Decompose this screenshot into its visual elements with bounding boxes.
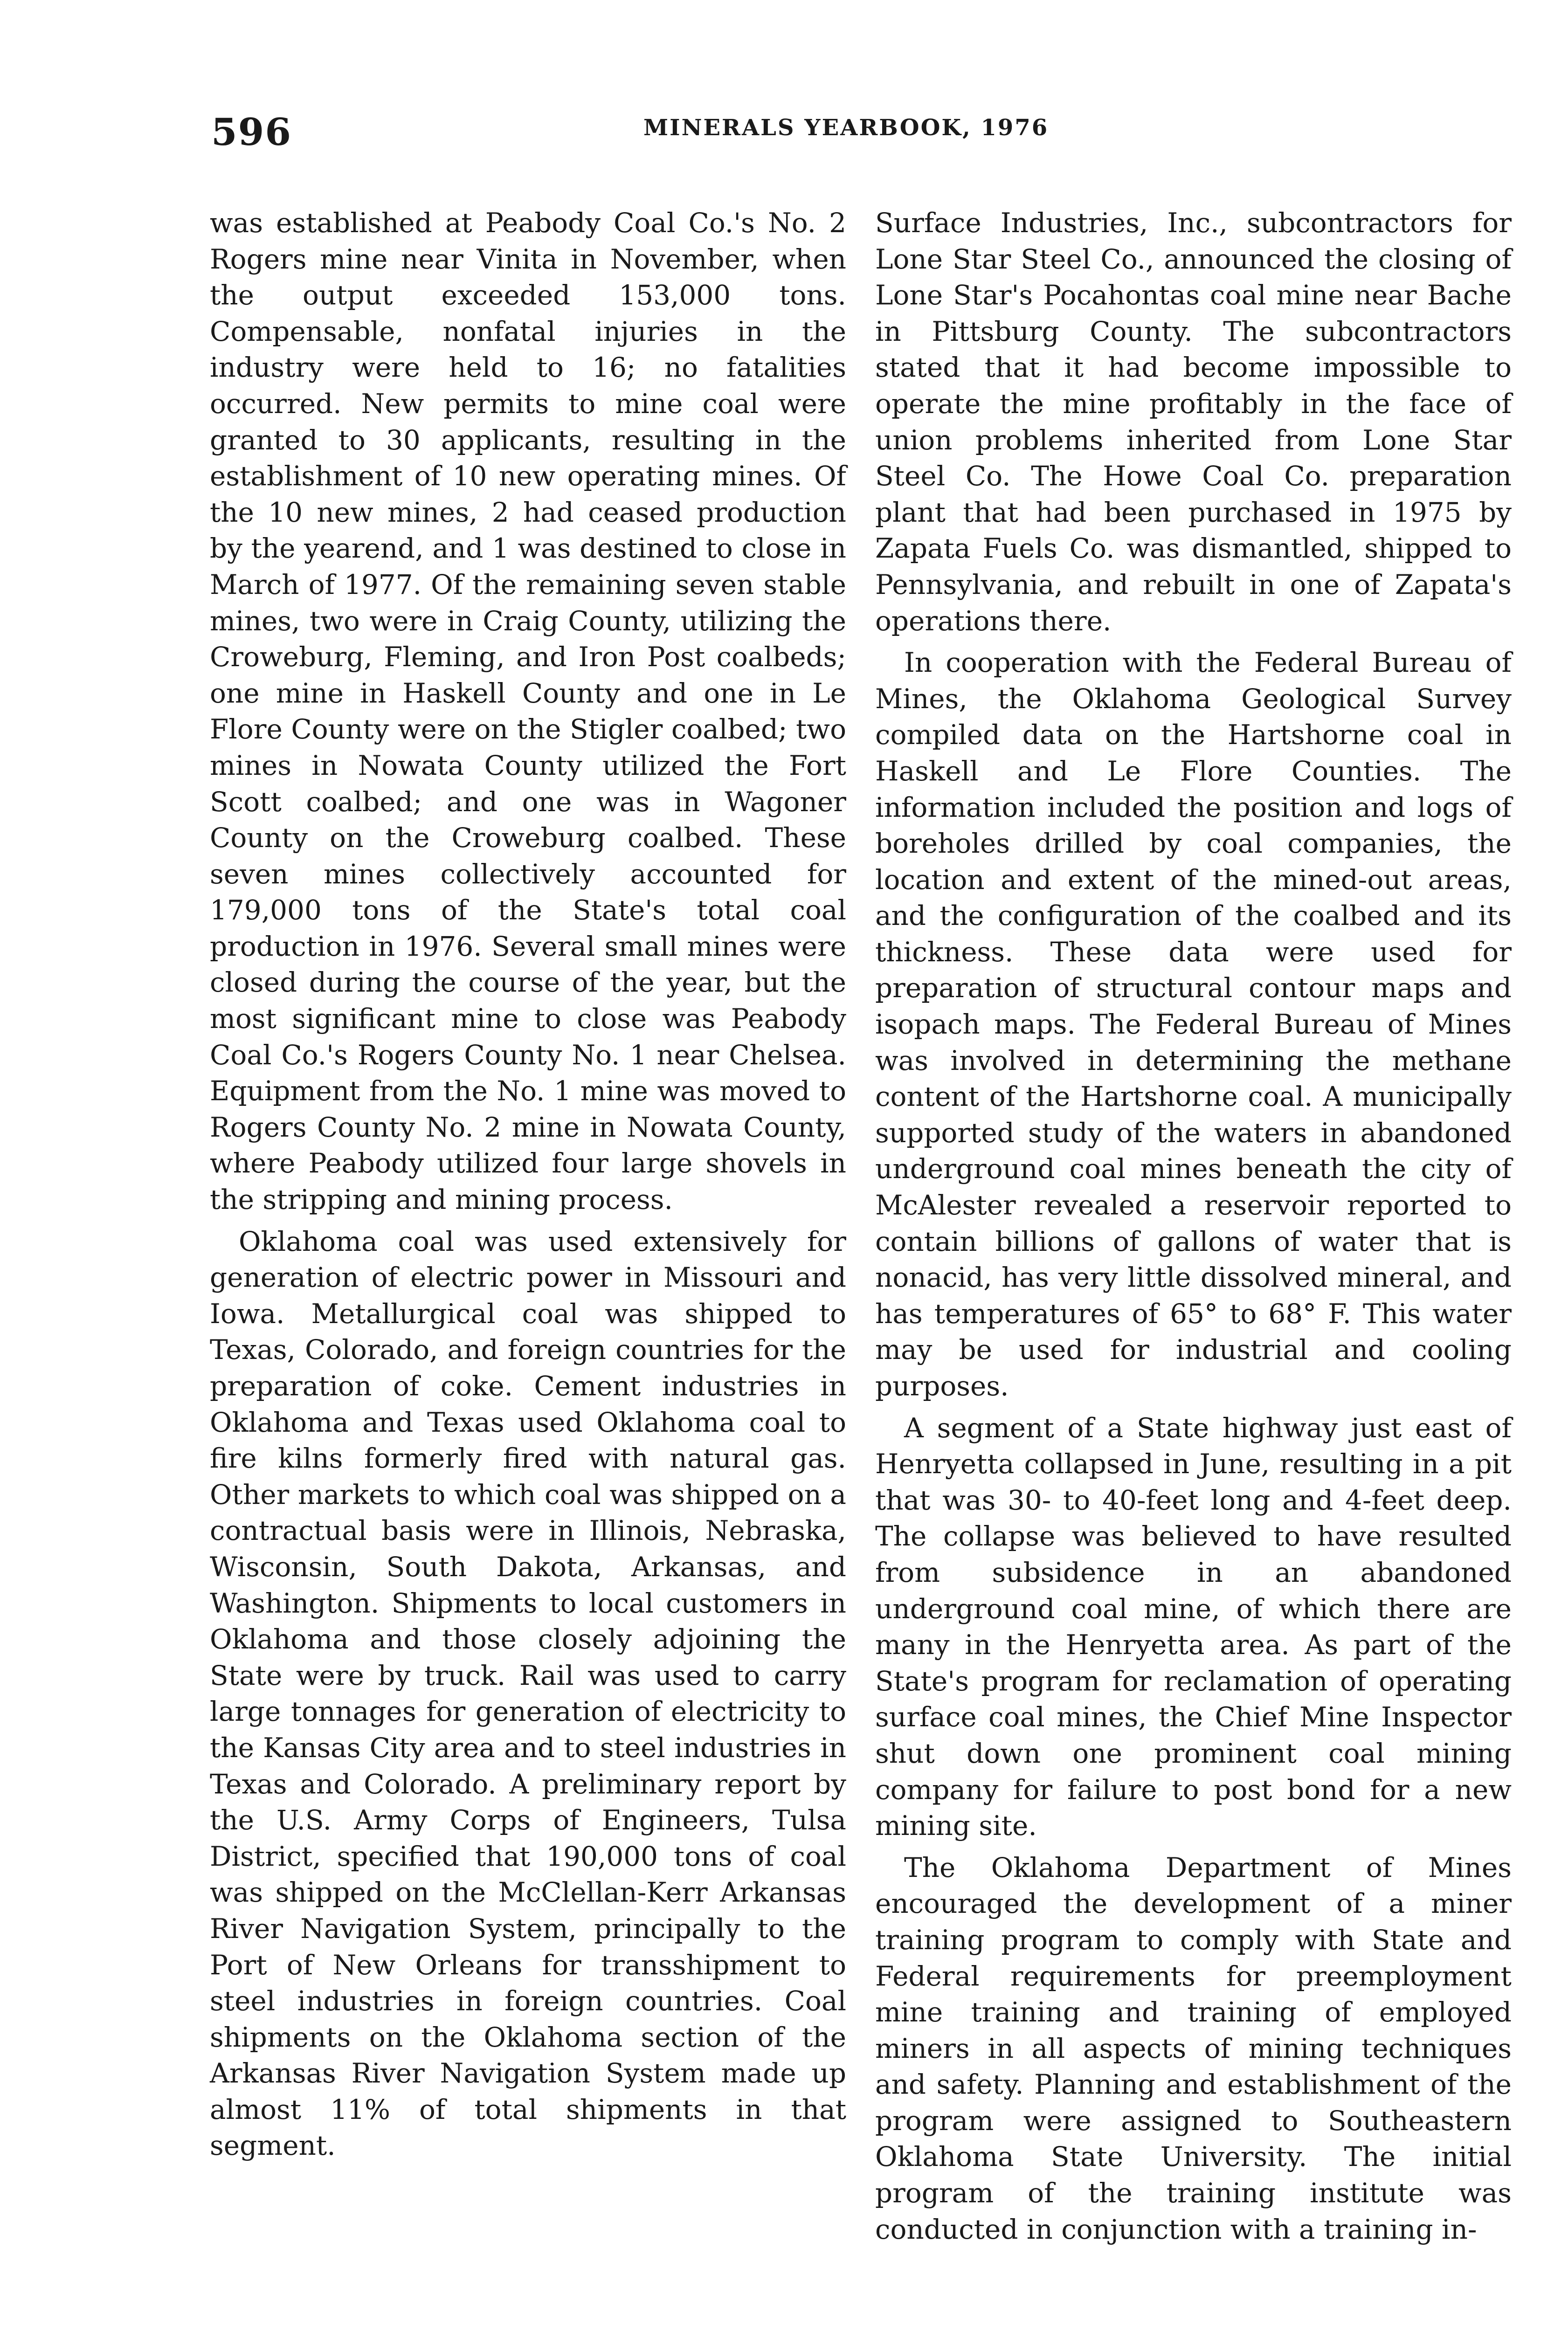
left-column [210, 205, 846, 2164]
paragraph: Surface Industries, Inc., subcontractors for Lone Star Steel Co., announced the closing of Lone Star's Pocahontas coal mine near Bache in Pittsburg County. The subcontractors stated that it had become impossible to operate the mine profitably in the face of union problems inherited from Lone Star Steel Co. The Howe Coal Co. preparation plant that had been purchased in 1975 by Zapata Fuels Co. was dismantled, shipped to Pennsylvania, and rebuilt in one of Zapata's operations there. [875, 207, 1512, 637]
paragraph: The Oklahoma Department of Mines encouraged the development of a miner training program to comply with State and Federal requirements for preemployment mine training and training of employed miners in all aspects of mining techniques and safety. Planning and establishment of the program were assigned to Southeastern Oklahoma State University. The initial program of the training institute was conducted in conjunction with a training in- [875, 1851, 1512, 2245]
paragraph: was established at Peabody Coal Co.'s No. 2 Rogers mine near Vinita in November, when the output exceeded 153,000 tons. Compensable, nonfatal injuries in the industry were held to 16; no fatalities occurred. New permits to mine coal were granted to 30 applicants, resulting in the establishment of 10 new operating mines. Of the 10 new mines, 2 had ceased production by the yearend, and 1 was destined to close in March of 1977. Of the remaining seven stable mines, two were in Craig County, utilizing the Croweburg, Fleming, and Iron Post coalbeds; one mine in Haskell County and one in Le Flore County were on the Stigler coalbed; two mines in Nowata County utilized the Fort Scott coalbed; and one was in Wagoner County on the Croweburg coalbed. These seven mines collectively accounted for 179,000 tons of the State's total coal production in 1976. Several small mines were closed during the course of the year, but the most significant mine to close was Peabody Coal Co.'s Rogers County No. 1 near Chelsea. Equipment from the No. 1 mine was moved to Rogers County No. 2 mine in Nowata County, where Peabody utilized four large shovels in the stripping and mining process. [210, 207, 846, 1216]
paragraph: A segment of a State highway just east of Henryetta collapsed in June, resulting in a pit that was 30- to 40-feet long and 4-feet deep. The collapse was believed to have resulted from subsidence in an abandoned underground coal mine, of which there are many in the Henryetta area. As part of the State's program for reclamation of operating surface coal mines, the Chief Mine Inspector shut down one prominent coal mining company for failure to post bond for a new mining site. [875, 1412, 1512, 1842]
right-column [875, 205, 1512, 2248]
page-number: 596 [211, 110, 292, 154]
paragraph: In cooperation with the Federal Bureau of Mines, the Oklahoma Geological Survey compiled data on the Hartshorne coal in Haskell and Le Flore Counties. The information included the position and logs of boreholes drilled by coal companies, the location and extent of the mined-out areas, and the configuration of the coalbed and its thickness. These data were used for preparation of structural contour maps and isopach maps. The Federal Bureau of Mines was involved in determining the methane content of the Hartshorne coal. A municipally supported study of the waters in abandoned underground coal mines beneath the city of McAlester revealed a reservoir reported to contain billions of gallons of water that is nonacid, has very little dissolved mineral, and has temperatures of 65° to 68° F. This water may be used for industrial and cooling purposes. [875, 647, 1512, 1402]
running-title: MINERALS YEARBOOK, 1976 [643, 115, 1049, 141]
paragraph: Oklahoma coal was used extensively for generation of electric power in Missouri and Iowa. Metallurgical coal was shipped to Texas, Colorado, and foreign countries for the preparation of coke. Cement industries in Oklahoma and Texas used Oklahoma coal to fire kilns formerly fired with natural gas. Other markets to which coal was shipped on a contractual basis were in Illinois, Nebraska, Wisconsin, South Dakota, Arkansas, and Washington. Shipments to local customers in Oklahoma and those closely adjoining the State were by truck. Rail was used to carry large tonnages for generation of electricity to the Kansas City area and to steel industries in Texas and Colorado. A preliminary report by the U.S. Army Corps of Engineers, Tulsa District, specified that 190,000 tons of coal was shipped on the McClellan-Kerr Arkansas River Navigation System, principally to the Port of New Orleans for transshipment to steel industries in foreign countries. Coal shipments on the Oklahoma section of the Arkansas River Navigation System made up almost 11% of total shipments in that segment. [210, 1225, 846, 2162]
